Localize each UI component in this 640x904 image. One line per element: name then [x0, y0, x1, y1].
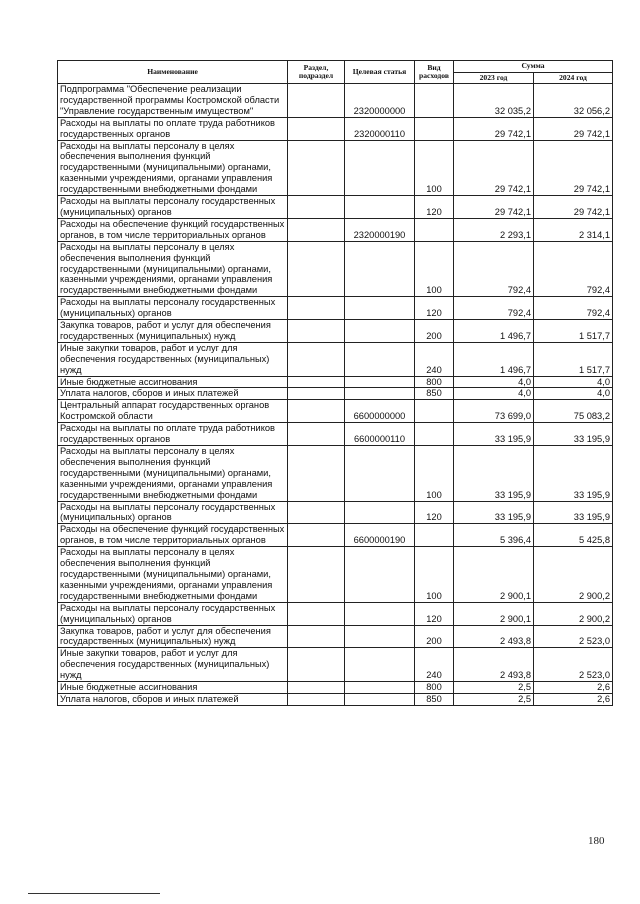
cell-target: [345, 693, 415, 705]
cell-name: Расходы на выплаты персоналу государственных (муниципальных) органов: [58, 196, 288, 219]
cell-target: 2320000110: [345, 117, 415, 140]
table-row: [58, 682, 613, 694]
table-row: [58, 423, 613, 446]
cell-name: Расходы на выплаты персоналу в целях обеспечения выполнения функций государственными (муниципальными) органами, казенными учреждениями, органами управления государственными внебюджетными фондами: [58, 140, 288, 196]
cell-sum-2024: 792,4: [534, 297, 613, 320]
cell-sum-2023: 33 195,9: [454, 501, 534, 524]
cell-name: Закупка товаров, работ и услуг для обеспечения государственных (муниципальных) нужд: [58, 625, 288, 648]
cell-sum-2023: 73 699,0: [454, 400, 534, 423]
cell-target: [345, 602, 415, 625]
cell-expense-type: 120: [415, 602, 454, 625]
cell-sum-2023: 792,4: [454, 241, 534, 297]
table-row: [58, 693, 613, 705]
cell-sum-2023: 4,0: [454, 388, 534, 400]
table-row: [58, 602, 613, 625]
cell-name: Расходы на обеспечение функций государственных органов, в том числе территориальных органов: [58, 524, 288, 547]
cell-sum-2024: 32 056,2: [534, 84, 613, 118]
cell-target: [345, 320, 415, 343]
cell-target: 6600000190: [345, 524, 415, 547]
table-row: [58, 388, 613, 400]
cell-sum-2023: 33 195,9: [454, 423, 534, 446]
cell-name: Расходы на выплаты персоналу в целях обеспечения выполнения функций государственными (муниципальными) органами, казенными учреждениями, органами управления государственными внебюджетными фондами: [58, 547, 288, 603]
cell-name: Закупка товаров, работ и услуг для обеспечения государственных (муниципальных) нужд: [58, 320, 288, 343]
cell-sum-2024: 33 195,9: [534, 446, 613, 502]
cell-expense-type: [415, 423, 454, 446]
cell-name: Расходы на обеспечение функций государственных органов, в том числе территориальных органов: [58, 218, 288, 241]
cell-name: Уплата налогов, сборов и иных платежей: [58, 693, 288, 705]
cell-name: Иные закупки товаров, работ и услуг для обеспечения государственных (муниципальных) нужд: [58, 342, 288, 376]
table-row: [58, 648, 613, 682]
cell-sum-2024: 4,0: [534, 388, 613, 400]
cell-expense-type: 120: [415, 501, 454, 524]
cell-target: [345, 388, 415, 400]
cell-expense-type: 240: [415, 648, 454, 682]
table-body: [58, 84, 613, 706]
cell-section: [288, 524, 345, 547]
cell-expense-type: 240: [415, 342, 454, 376]
budget-table: [57, 60, 613, 706]
cell-sum-2024: 33 195,9: [534, 501, 613, 524]
cell-section: [288, 297, 345, 320]
cell-expense-type: 200: [415, 320, 454, 343]
cell-sum-2024: 2 900,2: [534, 547, 613, 603]
cell-section: [288, 648, 345, 682]
cell-expense-type: 800: [415, 376, 454, 388]
cell-section: [288, 320, 345, 343]
cell-section: [288, 423, 345, 446]
cell-section: [288, 625, 345, 648]
table-row: [58, 376, 613, 388]
table-row: [58, 524, 613, 547]
cell-sum-2024: 29 742,1: [534, 140, 613, 196]
cell-name: Расходы на выплаты персоналу государственных (муниципальных) органов: [58, 297, 288, 320]
cell-name: Уплата налогов, сборов и иных платежей: [58, 388, 288, 400]
table-row: [58, 625, 613, 648]
cell-sum-2024: 75 083,2: [534, 400, 613, 423]
cell-name: Расходы на выплаты персоналу государственных (муниципальных) органов: [58, 602, 288, 625]
cell-sum-2023: 29 742,1: [454, 196, 534, 219]
table-row: [58, 547, 613, 603]
cell-section: [288, 547, 345, 603]
cell-section: [288, 501, 345, 524]
table-row: [58, 84, 613, 118]
cell-target: [345, 376, 415, 388]
table-row: [58, 400, 613, 423]
cell-name: Иные бюджетные ассигнования: [58, 376, 288, 388]
table-row: [58, 140, 613, 196]
cell-expense-type: [415, 218, 454, 241]
header-section: Раздел, подраздел: [288, 61, 345, 84]
table-row: [58, 501, 613, 524]
cell-target: [345, 547, 415, 603]
cell-sum-2024: 2 523,0: [534, 625, 613, 648]
header-target: Целевая статья: [345, 61, 415, 84]
cell-section: [288, 693, 345, 705]
cell-section: [288, 446, 345, 502]
cell-sum-2024: 5 425,8: [534, 524, 613, 547]
cell-name: Расходы на выплаты персоналу в целях обеспечения выполнения функций государственными (муниципальными) органами, казенными учреждениями, органами управления государственными внебюджетными фондами: [58, 241, 288, 297]
cell-sum-2024: 1 517,7: [534, 320, 613, 343]
cell-expense-type: 100: [415, 241, 454, 297]
cell-sum-2024: 2 900,2: [534, 602, 613, 625]
cell-sum-2024: 29 742,1: [534, 117, 613, 140]
cell-expense-type: [415, 524, 454, 547]
cell-expense-type: 850: [415, 693, 454, 705]
header-sum: Сумма: [454, 61, 613, 73]
cell-name: Расходы на выплаты персоналу государственных (муниципальных) органов: [58, 501, 288, 524]
cell-name: Иные бюджетные ассигнования: [58, 682, 288, 694]
cell-sum-2024: 792,4: [534, 241, 613, 297]
cell-sum-2023: 2 900,1: [454, 602, 534, 625]
cell-name: Расходы на выплаты персоналу в целях обеспечения выполнения функций государственными (муниципальными) органами, казенными учреждениями, органами управления государственными внебюджетными фондами: [58, 446, 288, 502]
cell-expense-type: 120: [415, 196, 454, 219]
cell-section: [288, 602, 345, 625]
cell-target: [345, 140, 415, 196]
cell-expense-type: 120: [415, 297, 454, 320]
cell-sum-2023: 792,4: [454, 297, 534, 320]
header-year-2024: 2024 год: [534, 72, 613, 84]
cell-target: [345, 682, 415, 694]
cell-section: [288, 376, 345, 388]
cell-sum-2024: 33 195,9: [534, 423, 613, 446]
cell-target: [345, 297, 415, 320]
cell-target: [345, 342, 415, 376]
cell-sum-2024: 2,6: [534, 682, 613, 694]
cell-sum-2023: 2 293,1: [454, 218, 534, 241]
cell-sum-2023: 29 742,1: [454, 140, 534, 196]
cell-target: [345, 446, 415, 502]
cell-section: [288, 196, 345, 219]
cell-section: [288, 140, 345, 196]
cell-sum-2023: 2 493,8: [454, 648, 534, 682]
table-row: [58, 320, 613, 343]
cell-sum-2023: 2,5: [454, 693, 534, 705]
cell-sum-2023: 2,5: [454, 682, 534, 694]
cell-expense-type: [415, 400, 454, 423]
table-row: [58, 446, 613, 502]
table-row: [58, 241, 613, 297]
cell-expense-type: 100: [415, 446, 454, 502]
cell-section: [288, 682, 345, 694]
cell-sum-2024: 29 742,1: [534, 196, 613, 219]
cell-sum-2023: 5 396,4: [454, 524, 534, 547]
cell-target: [345, 501, 415, 524]
cell-target: [345, 196, 415, 219]
cell-expense-type: [415, 84, 454, 118]
cell-section: [288, 241, 345, 297]
cell-sum-2024: 2,6: [534, 693, 613, 705]
cell-sum-2023: 1 496,7: [454, 320, 534, 343]
table-row: [58, 117, 613, 140]
cell-section: [288, 388, 345, 400]
table-row: [58, 297, 613, 320]
cell-name: Центральный аппарат государственных органов Костромской области: [58, 400, 288, 423]
cell-name: Подпрограмма "Обеспечение реализации государственной программы Костромской области "Управление государственным имуществом": [58, 84, 288, 118]
cell-sum-2023: 29 742,1: [454, 117, 534, 140]
cell-sum-2024: 2 314,1: [534, 218, 613, 241]
table-row: [58, 196, 613, 219]
cell-sum-2024: 1 517,7: [534, 342, 613, 376]
cell-target: 2320000000: [345, 84, 415, 118]
cell-sum-2023: 4,0: [454, 376, 534, 388]
cell-sum-2024: 2 523,0: [534, 648, 613, 682]
cell-expense-type: 100: [415, 140, 454, 196]
cell-section: [288, 84, 345, 118]
header-expense-type: Вид расходов: [415, 61, 454, 84]
cell-sum-2023: 2 493,8: [454, 625, 534, 648]
cell-section: [288, 342, 345, 376]
cell-target: 6600000110: [345, 423, 415, 446]
cell-sum-2023: 1 496,7: [454, 342, 534, 376]
cell-name: Расходы на выплаты по оплате труда работников государственных органов: [58, 423, 288, 446]
cell-section: [288, 400, 345, 423]
cell-target: 6600000000: [345, 400, 415, 423]
cell-expense-type: 200: [415, 625, 454, 648]
cell-sum-2024: 4,0: [534, 376, 613, 388]
header-name: Наименование: [58, 61, 288, 84]
page-number: 180: [588, 835, 605, 847]
cell-expense-type: 100: [415, 547, 454, 603]
cell-sum-2023: 33 195,9: [454, 446, 534, 502]
cell-name: Расходы на выплаты по оплате труда работников государственных органов: [58, 117, 288, 140]
cell-expense-type: 850: [415, 388, 454, 400]
cell-section: [288, 117, 345, 140]
cell-section: [288, 218, 345, 241]
cell-target: [345, 241, 415, 297]
cell-target: [345, 648, 415, 682]
footnote-divider: [28, 893, 160, 894]
cell-sum-2023: 2 900,1: [454, 547, 534, 603]
cell-sum-2023: 32 035,2: [454, 84, 534, 118]
cell-name: Иные закупки товаров, работ и услуг для обеспечения государственных (муниципальных) нужд: [58, 648, 288, 682]
table-row: [58, 218, 613, 241]
header-year-2023: 2023 год: [454, 72, 534, 84]
table-row: [58, 342, 613, 376]
table-header: [58, 61, 613, 84]
cell-target: 2320000190: [345, 218, 415, 241]
cell-expense-type: [415, 117, 454, 140]
cell-target: [345, 625, 415, 648]
cell-expense-type: 800: [415, 682, 454, 694]
